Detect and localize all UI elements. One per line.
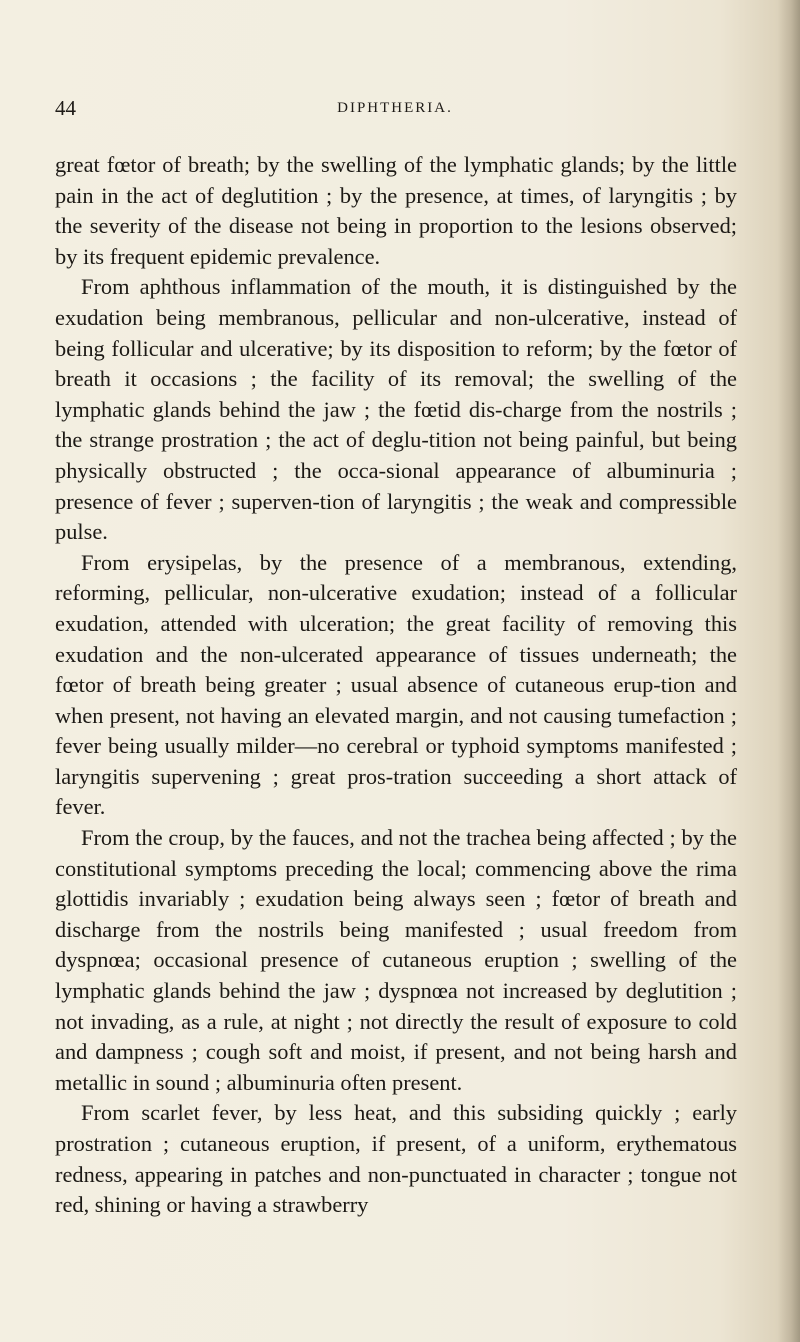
paragraph-erysipelas: From erysipelas, by the presence of a membranous, extending, reforming, pellicular, non-ulcerative exudation; instead of a follicular exudation, attended with ulceration; the great facility of removing this exudation and the non-ulcerated appearance of tissues underneath; the fœtor of breath being greater ; usual absence of cutaneous erup-tion and when present, not having an elevated margin, and not causing tumefaction ; fever being usually milder—no cerebral or typhoid symptoms manifested ; laryngitis supervening ; great pros-tration succeeding a short attack of fever. [55,549,737,820]
paragraph-croup: From the croup, by the fauces, and not the trachea being affected ; by the constitutional symptoms preceding the local; commencing above the rima glottidis invariably ; exudation being always seen ; fœtor of breath and discharge from the nostrils being manifested ; usual freedom from dyspnœa; occasional presence of cutaneous eruption ; swelling of the lymphatic glands behind the jaw ; dyspnœa not increased by deglutition ; not invading, as a rule, at night ; not directly the result of exposure to cold and dampness ; cough soft and moist, if present, and not being harsh and metallic in sound ; albuminuria often present. [55,825,737,1095]
running-head: DIPHTHERIA. [337,100,453,116]
paragraph-aphthous: From aphthous inflammation of the mouth, it is distinguished by the exudation being membranous, pellicular and non-ulcerative, instead of being follicular and ulcerative; by its disposition to reform; by the fœtor of breath it occasions ; the facility of its removal; the swelling of the lymphatic glands behind the jaw ; the fœtid dis-charge from the nostrils ; the strange prostration ; the act of deglu-tition not being painful, but being physically obstructed ; the occa-sional appearance of albuminuria ; presence of fever ; superven-tion of laryngitis ; the weak and compressible pulse. [55,274,737,545]
page-number: 44 [55,96,76,120]
page-header [55,98,735,132]
page-edge-shadow [778,0,800,1342]
paragraph-scarlet-fever: From scarlet fever, by less heat, and this subsiding quickly ; early prostration ; cutaneous eruption, if present, of a uniform, erythematous redness, appearing in patches and non-punctuated in character ; tongue not red, shining or having a strawberry [55,1100,737,1218]
body-text [55,150,737,1221]
paragraph-continuation: great fœtor of breath; by the swelling of the lymphatic glands; by the little pain in the act of deglutition ; by the presence, at times, of laryngitis ; by the severity of the disease not being in proportion to the lesions observed; by its frequent epidemic prevalence. [55,152,737,269]
